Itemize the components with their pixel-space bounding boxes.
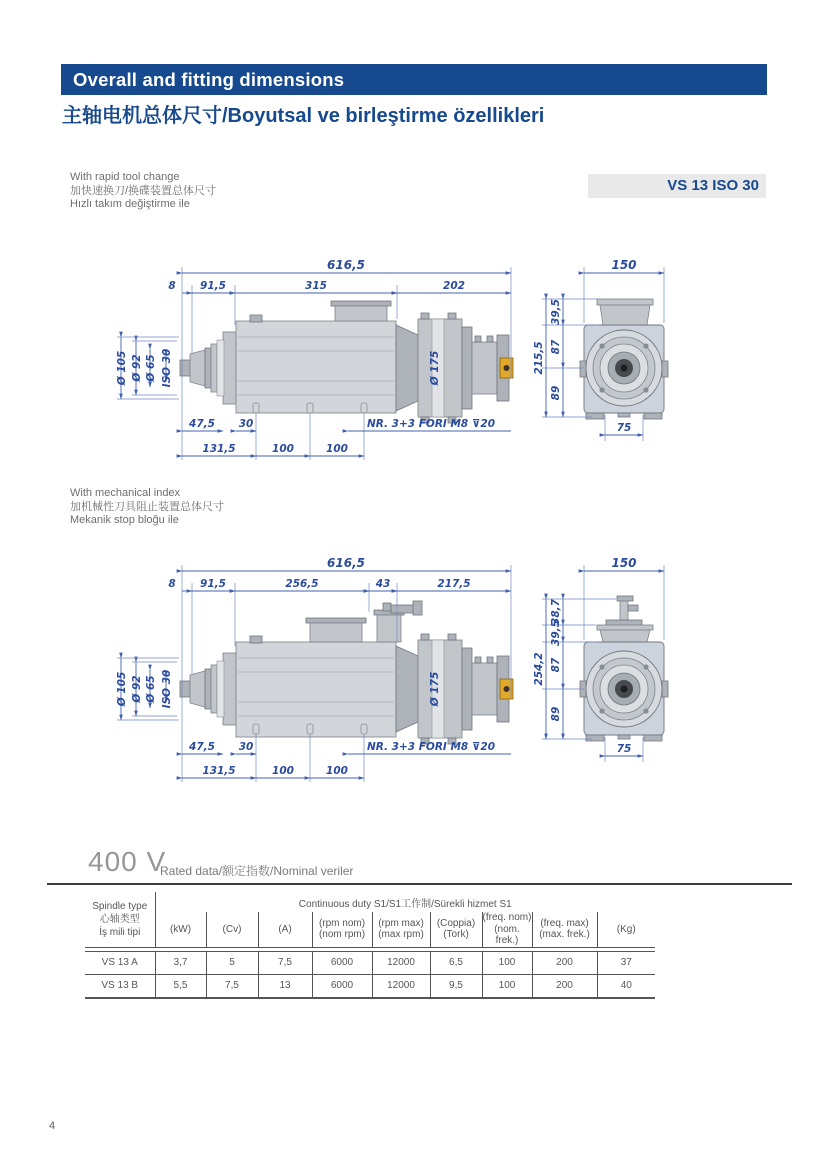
index-stem-cap: [617, 596, 633, 601]
dim-seg2: 91,5: [200, 280, 226, 292]
dim-h2: 87: [550, 657, 562, 673]
dim-offset: 30: [238, 418, 254, 430]
dim-pitch2: 100: [272, 443, 294, 455]
dim-front: 47,5: [189, 741, 215, 753]
section-rapid-caption: [70, 171, 216, 212]
col-header-kw: (kW): [169, 923, 192, 935]
dim-total: 616,5: [327, 556, 365, 570]
dim-seg3: 315: [305, 280, 327, 292]
caption-line-en: With rapid tool change: [70, 171, 180, 183]
dim-dia65: Ø 65: [145, 675, 157, 703]
dim-iso30: ISO 30: [161, 348, 173, 388]
dim-offset: 30: [238, 741, 254, 753]
terminal-box: [310, 623, 362, 642]
dim-pitch1: 131,5: [202, 765, 236, 777]
ratings-table: [85, 892, 655, 999]
dim-h2: 87: [550, 339, 562, 355]
dim-width: 150: [611, 556, 637, 570]
caption-line-tr: Mekanik stop bloğu ile: [70, 514, 179, 526]
dim-seg2: 91,5: [200, 578, 226, 590]
col-header-a: (A): [258, 912, 312, 947]
index-valve-arm: [391, 605, 415, 613]
dim-h3: 89: [550, 385, 562, 401]
model-cell: VS 13 A: [85, 951, 155, 974]
dim-total: 616,5: [327, 258, 365, 272]
duty-header: Continuous duty S1/S1工作制/Sürekli hizmet S1: [298, 898, 512, 910]
col-header-cv: (Cv): [206, 912, 258, 947]
index-stem: [620, 601, 628, 620]
dim-seg5: 217,5: [437, 578, 471, 590]
voltage-label: 400 V: [88, 846, 167, 877]
terminal-box-lid: [331, 301, 391, 306]
machine-end: [580, 299, 668, 419]
col-header-freq-max: (freq. max) (max. frek.): [532, 912, 597, 947]
dim-seg1: 8: [168, 280, 176, 292]
table-row: VS 13 A 3,7 5 7,5 6000 12000 6,5 100 200 37: [85, 951, 655, 974]
spindle-type-header: Spindle type 心轴类型 İş mili tipi: [85, 892, 155, 947]
machine-side: [180, 601, 513, 744]
table-row: VS 13 B 5,5 7,5 13 6000 12000 9,5 100 200 40: [85, 974, 655, 998]
drawing1-end-view: [533, 255, 675, 450]
dim-seg4: 202: [443, 280, 465, 292]
dim-holes: NR. 3+3 FORI M8 ⊽20: [366, 741, 496, 753]
dim-dia105: Ø 105: [116, 671, 128, 707]
page-number: 4: [49, 1120, 56, 1132]
model-badge: VS 13 ISO 30: [588, 174, 766, 198]
page-subtitle: 主轴电机总体尺寸/Boyutsal ve birleştirme özellikleri: [62, 105, 545, 127]
rated-data-caption: Rated data/额定指数/Nominal veriler: [160, 864, 354, 878]
dim-total: 215,5: [533, 341, 545, 375]
col-header-rpm-nom: (rpm nom) (nom rpm): [312, 912, 372, 947]
section-mech-caption: [70, 487, 224, 528]
dim-width: 150: [611, 258, 637, 272]
dim-pitch3: 100: [326, 443, 348, 455]
model-cell: VS 13 B: [85, 974, 155, 998]
dim-dia105: Ø 105: [116, 350, 128, 386]
caption-line-zh: 加机械性刀具阻止装置总体尺寸: [70, 500, 224, 513]
machine-side: [180, 301, 513, 423]
dim-h1: 39,5: [550, 299, 562, 325]
index-unit: [377, 615, 401, 642]
dim-seg4: 43: [375, 578, 391, 590]
col-header-kg: (Kg): [597, 912, 655, 947]
dim-foot: 75: [616, 422, 632, 434]
dim-seg3: 256,5: [285, 578, 319, 590]
dim-dia92: Ø 92: [131, 354, 143, 382]
dim-dia175: Ø 175: [429, 671, 441, 707]
dim-pitch3: 100: [326, 765, 348, 777]
dim-iso30: ISO 30: [161, 669, 173, 709]
dim-total: 254,2: [533, 652, 545, 686]
dim-seg1: 8: [168, 578, 176, 590]
caption-line-tr: Hızlı takım değiştirme ile: [70, 198, 190, 210]
caption-line-en: With mechanical index: [70, 487, 181, 499]
dim-foot: 75: [616, 743, 632, 755]
dim-pitch2: 100: [272, 765, 294, 777]
dim-dia92: Ø 92: [131, 675, 143, 703]
dim-h1: 39,5: [550, 620, 562, 646]
drawing2-side-view: [115, 556, 525, 788]
sensor: [250, 636, 262, 643]
dim-dia175: Ø 175: [429, 350, 441, 386]
dim-h3: 89: [550, 706, 562, 722]
terminal-box: [335, 306, 387, 321]
terminal-box-lid: [306, 618, 366, 623]
section-divider: [47, 883, 792, 885]
dim-pitch1: 131,5: [202, 443, 236, 455]
col-header-torque: (Coppia) (Tork): [430, 912, 482, 947]
page-title: Overall and fitting dimensions: [61, 64, 767, 95]
dim-holes: NR. 3+3 FORI M8 ⊽20: [366, 418, 496, 430]
machine-end: [580, 596, 668, 741]
drawing1-side-view: [115, 255, 525, 467]
drawing2-end-view: [533, 556, 685, 775]
dim-h0: 38,7: [550, 599, 562, 625]
col-header-rpm-max: (rpm max) (max rpm): [372, 912, 430, 947]
dim-front: 47,5: [189, 418, 215, 430]
sensor: [250, 315, 262, 322]
col-header-freq-nom: (freq. nom) (nom. frek.): [482, 912, 532, 946]
caption-line-zh: 加快速换刀/换碟装置总体尺寸: [70, 184, 217, 197]
dim-dia65: Ø 65: [145, 354, 157, 382]
